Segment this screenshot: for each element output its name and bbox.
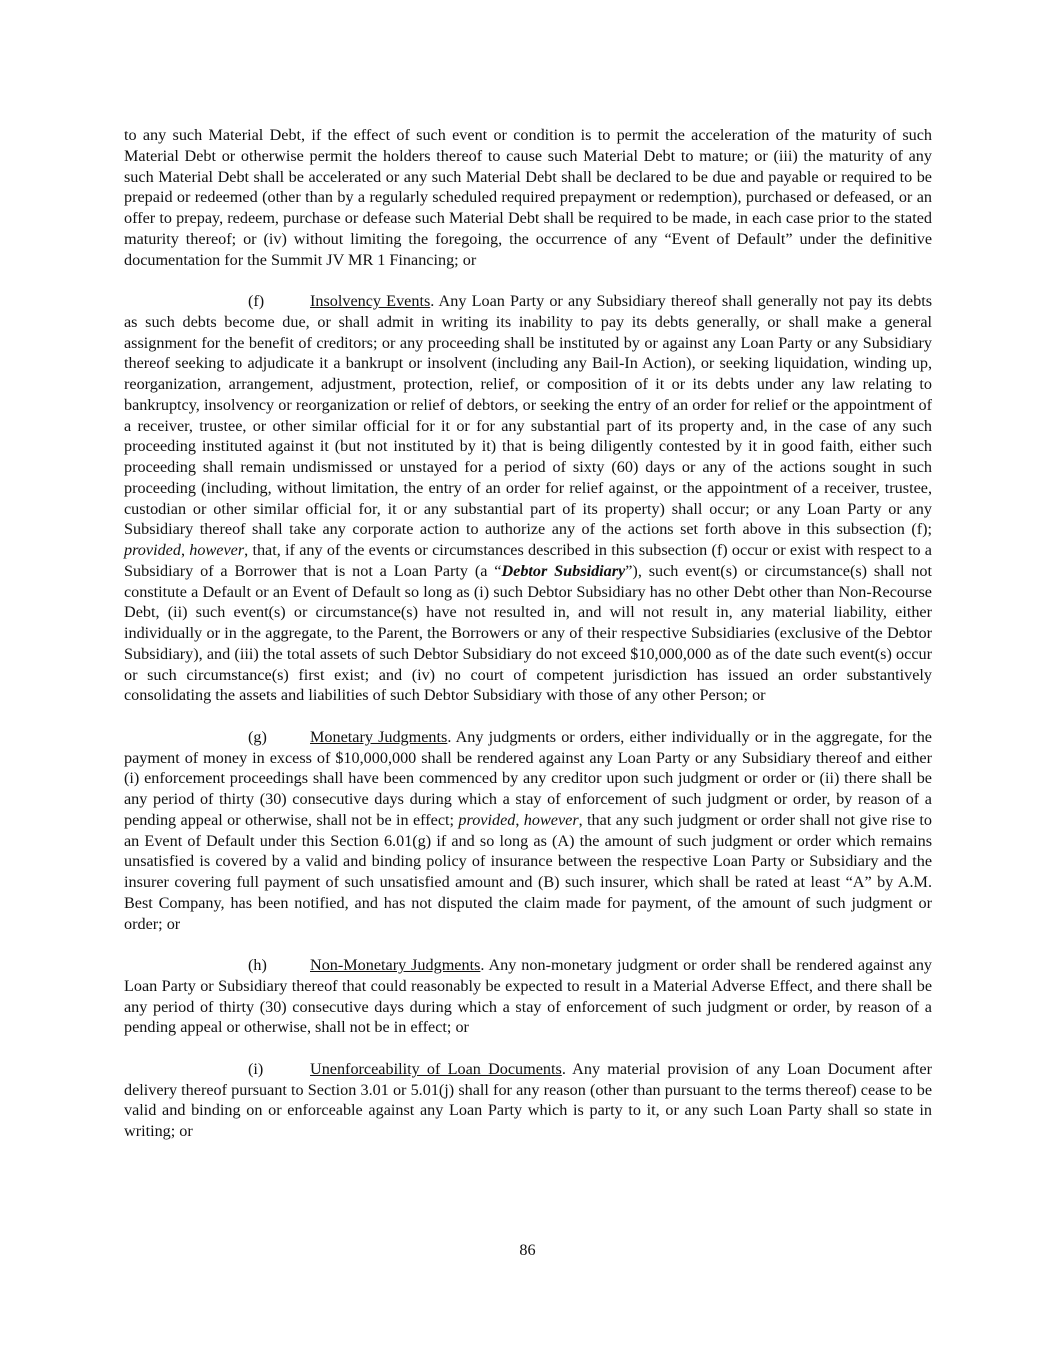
page-number: 86 xyxy=(519,1241,536,1259)
section-g-comma: , xyxy=(515,810,524,829)
section-g-provided: provided xyxy=(458,810,516,829)
section-f-text-1: . Any Loan Party or any Subsidiary thereof shall generally not pay its debts as such debts become due, or shall admit in writing its inability to pay its debts generally, or shall make a general assignment for the benefit of creditors; or any proceeding shall be instituted by or against any Loan Party or any Subsidiary thereof seeking to adjudicate it a bankrupt or insolvent (including any Bail-In Action), or seeking liquidation, winding up, reorganization, arrangement, adjustment, protection, relief, or composition of it or its debts under any law relating to bankruptcy, insolvency or reorganization or relief of debtors, or seeking the entry of an order for relief or the appointment of a receiver, trustee, or other similar official for it or for any substantial part of its property and, in the case of any such proceeding instituted against it (but not instituted by it) that is being diligently contested by it in good faith, either such proceeding shall remain undismissed or unstayed for a period of sixty (60) days or any of the actions sought in such proceeding (including, without limitation, the entry of an order for relief against, or the appointment of a receiver, trustee, custodian or other similar official for, it or any substantial part of its property) shall occur; or any Loan Party or any Subsidiary thereof shall take any corporate action to authorize any of the actions set forth above in this subsection (f); xyxy=(124,292,932,539)
document-page xyxy=(124,125,932,1163)
section-h-paragraph xyxy=(124,955,932,1038)
section-g-heading: Monetary Judgments xyxy=(310,727,448,746)
continuation-text: to any such Material Debt, if the effect of such event or condition is to permit the acceleration of the maturity of such Material Debt or otherwise permit the holders thereof to cause such Material Debt to mature; or (iii) the maturity of any such Material Debt shall be accelerated or any such Material Debt shall be declared to be due and payable or required to be prepaid or redeemed (other than by a regularly scheduled required prepayment or redemption), purchased or defeased, or an offer to prepay, redeem, purchase or defease such Material Debt shall be required to be made, in each case prior to the stated maturity thereof; or (iv) without limiting the foregoing, the occurrence of any “Event of Default” under the definitive documentation for the Summit JV MR 1 Financing; or xyxy=(124,126,932,269)
continuation-paragraph xyxy=(124,125,932,270)
section-f-comma: , xyxy=(180,541,190,559)
section-g-paragraph xyxy=(124,727,932,935)
section-h-text-1: . Any non-monetary judgment or order shall be rendered against any Loan Party or Subsidiary thereof that could reasonably be expected to result in a Material Adverse Effect, and there shall be any period of thirty (30) consecutive days during which a stay of enforcement of such judgment or order, by reason of a pending appeal or otherwise, shall not be in effect; or xyxy=(124,956,933,1037)
section-i-label: (i) xyxy=(248,1059,264,1078)
section-g-text-1: . Any judgments or orders, either individually or in the aggregate, for the payment of money in excess of $10,000,000 shall be rendered against any Loan Party or any Subsidiary thereof and either (i) enforcement proceedings shall have been commenced by any creditor upon such judgment or order or (ii) there shall be any period of thirty (30) consecutive days during which a stay of enforcement of such judgment or order, by reason of a pending appeal or otherwise, shall not be in effect; xyxy=(124,727,932,829)
section-f-paragraph xyxy=(124,291,932,706)
section-i-text-1: . Any material provision of any Loan Document after delivery thereof pursuant to Section 3.01 or 5.01(j) shall for any reason (other than pursuant to the terms thereof) cease to be valid and binding on or enforceable against any Loan Party which is party to it, or any such Loan Party shall so state in writing; or xyxy=(124,1059,932,1140)
section-f-text-3: ”), such event(s) or circumstance(s) shall not constitute a Default or an Event of Default so long as (i) such Debtor Subsidiary has no other Debt other than Non-Recourse Debt, (ii) such event(s) or circumstance(s) have not resulted in, and will not result in, any material liability, either individually or in the aggregate, to the Parent, the Borrowers or any of their respective Subsidiaries (exclusive of the Debtor Subsidiary), and (iii) the total assets of such Debtor Subsidiary do not exceed $10,000,000 as of the date such event(s) occur or such circumstance(s) first exist; and (iv) no court of competent jurisdiction has issued an order substantively consolidating the assets and liabilities of such Debtor Subsidiary with those of any other Person; or xyxy=(124,561,933,705)
section-g-text-2: , that any such judgment or order shall not give rise to an Event of Default under this Section 6.01(g) if and so long as (A) the amount of such judgment or order which remains unsatisfied is covered by a valid and binding policy of insurance between the respective Loan Party or Subsidiary and the insurer covering full payment of such unsatisfied amount and (B) such insurer, which shall be rated at least “A” by A.M. Best Company, has been notified, and has not disputed the claim made for payment, of the amount of such judgment or order; or xyxy=(124,810,932,933)
section-g-label: (g) xyxy=(248,727,267,746)
defined-term-debtor-subsidiary: Debtor Subsidiary xyxy=(501,561,626,580)
section-f-however: however xyxy=(189,541,245,559)
section-f-heading: Insolvency Events xyxy=(310,292,431,310)
section-h-label: (h) xyxy=(248,956,267,974)
section-g-however: however xyxy=(523,810,579,829)
section-f-text-2: , that, if any of the events or circumstances described in this subsection (f) occur or exist with respect to a Subsidiary of a Borrower that is not a Loan Party (a “ xyxy=(124,541,932,580)
section-i-paragraph xyxy=(124,1059,932,1142)
section-f-provided: provided xyxy=(124,541,181,559)
section-i-heading: Unenforceability of Loan Documents xyxy=(310,1059,562,1078)
section-f-label: (f) xyxy=(248,292,265,310)
section-h-heading: Non-Monetary Judgments xyxy=(310,956,481,974)
